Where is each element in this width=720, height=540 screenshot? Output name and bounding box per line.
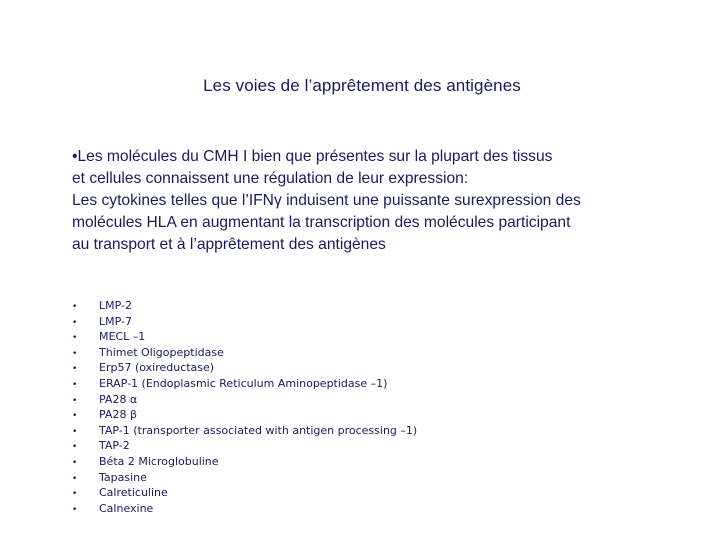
- list-item: [72, 377, 417, 393]
- list-item: [72, 315, 417, 331]
- slide-title: Les voies de l’apprêtement des antigènes: [203, 76, 521, 95]
- bullet-icon: •: [72, 489, 78, 500]
- list-item: [72, 361, 417, 377]
- list-item: [72, 408, 417, 424]
- list-item: [72, 455, 417, 471]
- list-item-label: TAP-1 (transporter associated with antigen processing –1): [99, 423, 418, 437]
- list-item-label: Erp57 (oxireductase): [99, 361, 215, 375]
- list-item-label: LMP-7: [99, 314, 132, 328]
- bullet-icon: •: [72, 317, 78, 328]
- list-item-label: Béta 2 Microglobuline: [99, 454, 219, 468]
- list-item-label: MECL –1: [99, 330, 146, 344]
- bullet-icon: •: [72, 457, 78, 468]
- list-item-label: ERAP-1 (Endoplasmic Reticulum Aminopeptidase –1): [99, 376, 388, 390]
- list-item: [72, 346, 417, 362]
- list-item: [72, 439, 417, 455]
- paragraph-line: molécules HLA en augmentant la transcription des molécules participant: [72, 214, 571, 231]
- bullet-icon: •: [72, 379, 78, 390]
- bullet-icon: •: [72, 473, 78, 484]
- paragraph-line: et cellules connaissent une régulation de leur expression:: [72, 170, 469, 187]
- list-item: [72, 299, 417, 315]
- list-item-label: PA28 β: [99, 408, 137, 422]
- list-item-label: PA28 α: [99, 392, 138, 406]
- intro-paragraph: [72, 146, 692, 256]
- list-item: [72, 502, 417, 518]
- list-item: [72, 330, 417, 346]
- list-item-label: TAP-2: [99, 439, 130, 453]
- list-item-label: Thimet Oligopeptidase: [99, 345, 224, 359]
- molecule-list: [72, 299, 417, 517]
- list-item-label: LMP-2: [99, 299, 132, 312]
- list-item-label: Calreticuline: [99, 486, 168, 500]
- list-item: [72, 471, 417, 487]
- list-item: [72, 424, 417, 440]
- bullet-icon: •: [72, 333, 78, 344]
- paragraph-line: •Les molécules du CMH I bien que présentes sur la plupart des tissus: [72, 148, 553, 165]
- bullet-icon: •: [72, 395, 78, 406]
- list-item-label: Tapasine: [99, 470, 147, 484]
- bullet-icon: •: [72, 364, 78, 375]
- bullet-icon: •: [72, 411, 78, 422]
- bullet-icon: •: [72, 426, 78, 437]
- bullet-icon: •: [72, 504, 78, 515]
- paragraph-line: au transport et à l’apprêtement des antigènes: [72, 236, 386, 253]
- bullet-icon: •: [72, 302, 78, 312]
- list-item: [72, 486, 417, 502]
- bullet-icon: •: [72, 348, 78, 359]
- bullet-icon: •: [72, 442, 78, 453]
- list-item-label: Calnexine: [99, 501, 154, 515]
- paragraph-line: Les cytokines telles que l’IFNγ induisent une puissante surexpression des: [72, 192, 581, 209]
- list-item: [72, 393, 417, 409]
